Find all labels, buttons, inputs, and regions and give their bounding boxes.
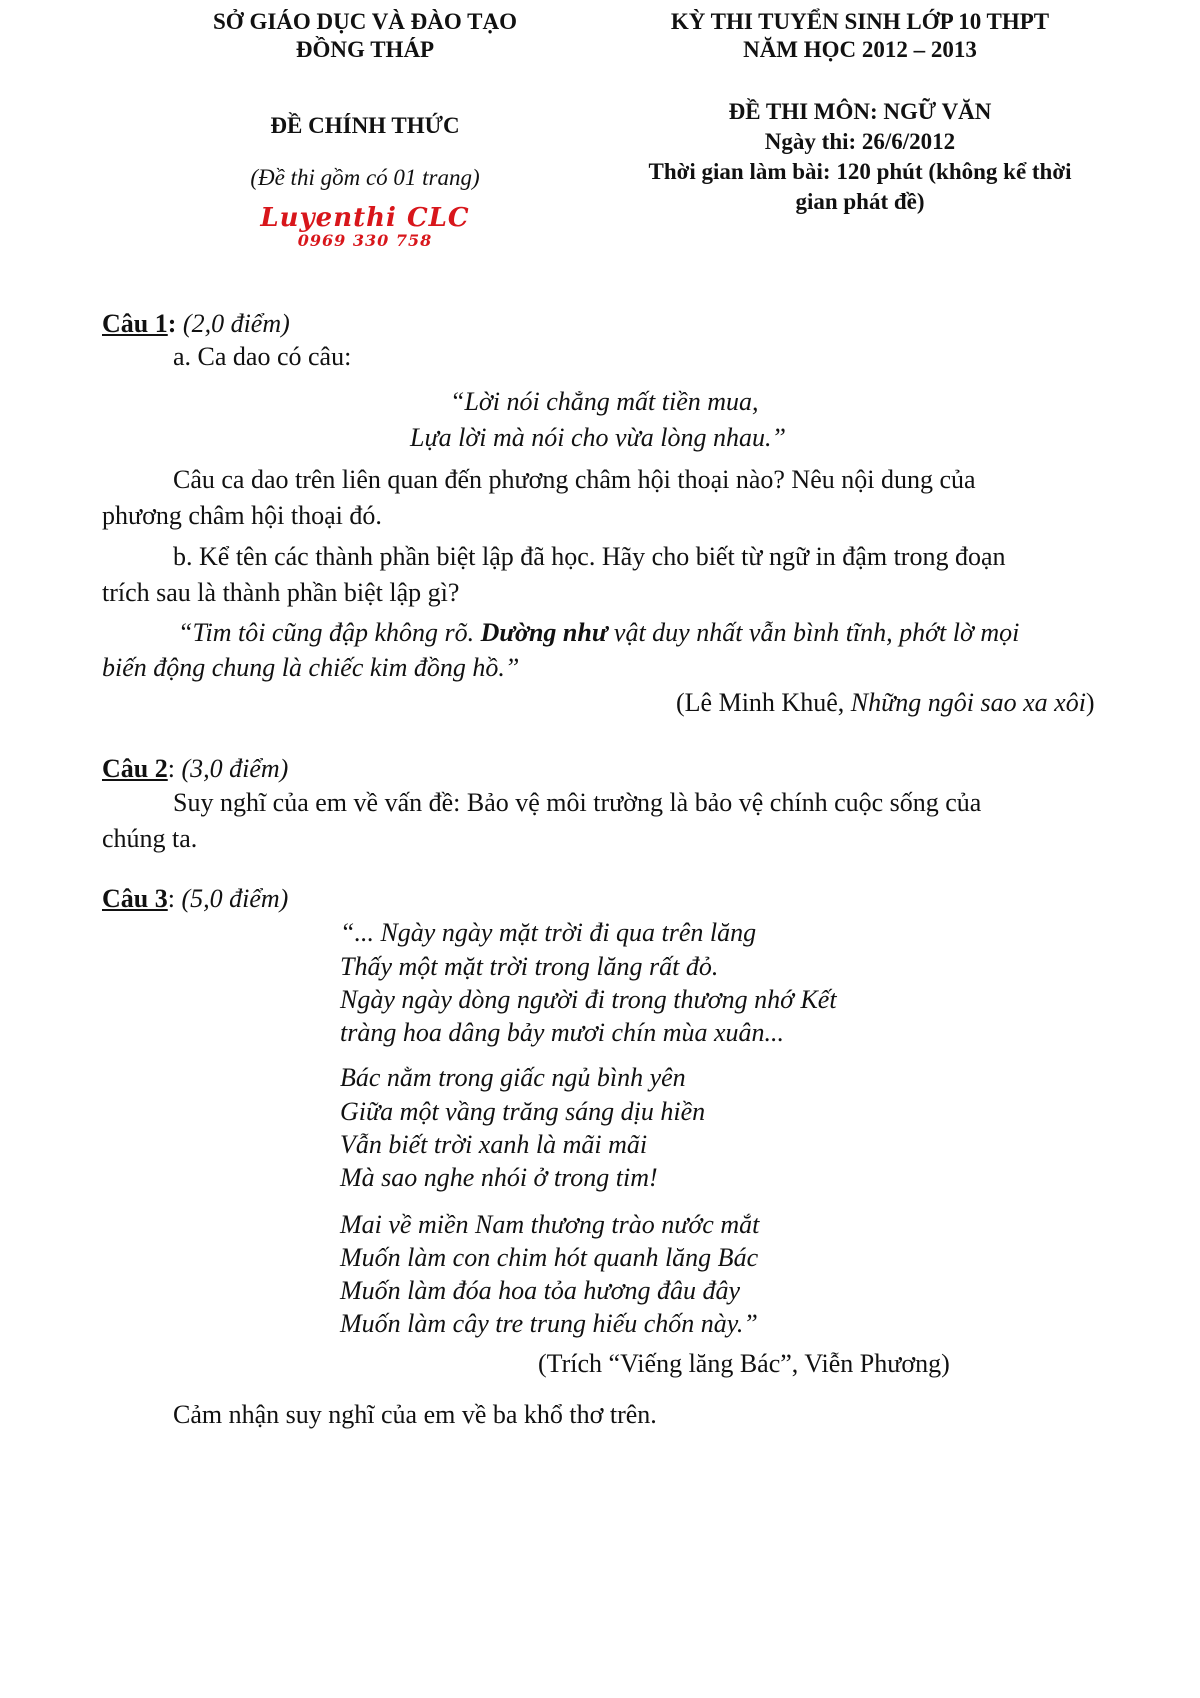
department-name: SỞ GIÁO DỤC VÀ ĐÀO TẠO (213, 9, 517, 34)
poem-line: Muốn làm cây tre trung hiếu chốn này.” (340, 1309, 758, 1338)
poem-line: Mà sao nghe nhói ở trong tim! (340, 1163, 658, 1192)
question-1b-text-2: trích sau là thành phần biệt lập gì? (102, 578, 460, 607)
question-3-points: (5,0 điểm) (181, 884, 289, 913)
poem-line: Vẫn biết trời xanh là mãi mãi (340, 1130, 648, 1159)
question-1-label: Câu 1 (102, 309, 168, 338)
question-2-text-1: Suy nghĩ của em về vấn đề: Bảo vệ môi trường là bảo vệ chính cuộc sống của (173, 788, 982, 817)
folk-verse-line-2: Lựa lời mà nói cho vừa lòng nhau.” (410, 423, 786, 452)
question-3-label: Câu 3 (102, 884, 168, 913)
watermark-logo (240, 204, 490, 250)
question-1a-text-2: phương châm hội thoại đó. (102, 501, 382, 530)
exam-date: Ngày thi: 26/6/2012 (764, 129, 956, 154)
official-status: ĐỀ CHÍNH THỨC (270, 113, 460, 138)
poem-line: tràng hoa dâng bảy mươi chín mùa xuân... (340, 1018, 785, 1047)
question-3-heading: Câu 3: (5,0 điểm) (102, 884, 289, 913)
page-count-note: (Đề thi gồm có 01 trang) (250, 165, 480, 190)
poem-line: Thấy một mặt trời trong lăng rất đỏ. (340, 952, 719, 981)
poem-source: (Trích “Viếng lăng Bác”, Viễn Phương) (538, 1349, 950, 1378)
poem-line: Muốn làm đóa hoa tỏa hương đâu đây (340, 1276, 740, 1305)
question-2-label: Câu 2 (102, 754, 168, 783)
exam-duration-line1: Thời gian làm bài: 120 phút (không kể thời (648, 159, 1072, 184)
poem-line: Muốn làm con chim hót quanh lăng Bác (340, 1243, 759, 1272)
watermark-phone: 0969 330 758 (297, 231, 433, 250)
question-1-points: (2,0 điểm) (182, 309, 290, 338)
excerpt-bold-phrase: Dường như (480, 618, 608, 647)
exam-title: KỲ THI TUYỂN SINH LỚP 10 THPT (670, 9, 1050, 34)
question-1-heading: Câu 1: (2,0 điểm) (102, 309, 290, 338)
exam-subject: ĐỀ THI MÔN: NGỮ VĂN (728, 99, 992, 124)
excerpt-source: (Lê Minh Khuê, Những ngôi sao xa xôi) (676, 688, 1095, 717)
question-2-points: (3,0 điểm) (181, 754, 289, 783)
poem-line: Bác nằm trong giấc ngủ bình yên (340, 1063, 686, 1092)
excerpt-source-title: Những ngôi sao xa xôi (850, 688, 1086, 717)
province-name: ĐỒNG THÁP (295, 37, 435, 62)
folk-verse-line-1: “Lời nói chẳng mất tiền mua, (450, 387, 759, 416)
exam-duration-line2: gian phát đề) (795, 189, 925, 214)
question-1a-intro: a. Ca dao có câu: (173, 342, 352, 371)
excerpt-line-1: “Tim tôi cũng đập không rõ. Dường như vật duy nhất vẫn bình tĩnh, phớt lờ mọi (178, 618, 1020, 647)
question-1b-text-1: b. Kể tên các thành phần biệt lập đã học. Hãy cho biết từ ngữ in đậm trong đoạn (173, 542, 1006, 571)
question-2-text-2: chúng ta. (102, 824, 198, 853)
question-2-heading: Câu 2: (3,0 điểm) (102, 754, 289, 783)
watermark-brand: Luyenthi CLC (260, 203, 470, 233)
excerpt-line-2: biến động chung là chiếc kim đồng hồ.” (102, 653, 520, 682)
school-year: NĂM HỌC 2012 – 2013 (743, 37, 977, 62)
question-1a-text-1: Câu ca dao trên liên quan đến phương châm hội thoại nào? Nêu nội dung của (173, 465, 976, 494)
poem-line: Mai về miền Nam thương trào nước mắt (340, 1210, 760, 1239)
poem-line: “... Ngày ngày mặt trời đi qua trên lăng (340, 918, 757, 947)
poem-line: Ngày ngày dòng người đi trong thương nhớ Kết (340, 985, 837, 1014)
poem-line: Giữa một vầng trăng sáng dịu hiền (340, 1097, 706, 1126)
question-3-task: Cảm nhận suy nghĩ của em về ba khổ thơ trên. (173, 1400, 657, 1429)
